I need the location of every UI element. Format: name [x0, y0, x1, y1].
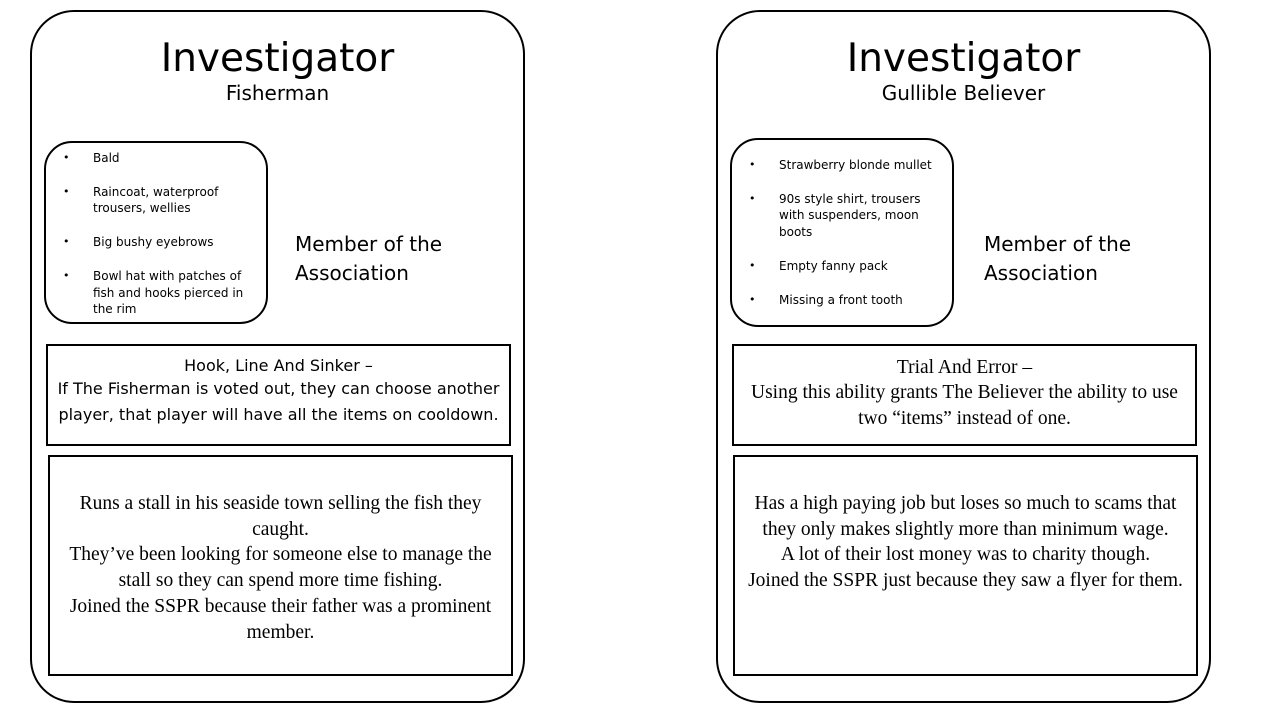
card-role: Fisherman: [225, 81, 330, 105]
affiliation-line: Member of the: [295, 232, 443, 256]
traits-list: [732, 140, 952, 308]
backstory-line: Joined the SSPR because their father was a prominent member.: [69, 595, 492, 643]
backstory-line: A lot of their lost money was to charity though.: [780, 544, 1151, 566]
trait-item: • Strawberry blonde mullet: [732, 157, 952, 174]
character-card-fisherman: [30, 10, 525, 703]
affiliation: [295, 230, 442, 288]
affiliation-line: Association: [984, 261, 1098, 285]
character-card-gullible-believer: [716, 10, 1211, 703]
backstory-line: They’ve been looking for someone else to manage the stall so they can spend more time fishing.: [69, 544, 492, 592]
card-title: Investigator: [160, 36, 395, 81]
traits-list: [46, 143, 266, 318]
trait-item: • Bald: [46, 150, 266, 167]
affiliation-line: Association: [295, 261, 409, 285]
affiliation: [984, 230, 1131, 288]
traits-box: [730, 138, 954, 327]
backstory-line: Has a high paying job but loses so much to scams that they only makes slightly more than minimum wage.: [754, 493, 1177, 540]
traits-box: [44, 141, 268, 324]
card-title: Investigator: [846, 36, 1081, 81]
affiliation-line: Member of the: [984, 232, 1132, 256]
ability-box: [46, 344, 511, 446]
backstory-line: Runs a stall in his seaside town selling the fish they caught.: [79, 493, 482, 540]
trait-item: • Empty fanny pack: [732, 258, 952, 275]
ability-name: Hook, Line And Sinker –: [184, 356, 373, 375]
trait-item: • Raincoat, waterproof trousers, wellies: [46, 184, 266, 217]
trait-item: • Missing a front tooth: [732, 292, 952, 309]
trait-item: • Bowl hat with patches of fish and hooks pierced in the rim: [46, 268, 266, 318]
ability-name: Trial And Error –: [896, 357, 1033, 378]
trait-item: • Big bushy eyebrows: [46, 234, 266, 251]
ability-description: If The Fisherman is voted out, they can choose another player, that player will have all the items on cooldown.: [57, 379, 500, 424]
backstory-line: Joined the SSPR just because they saw a flyer for them.: [748, 570, 1183, 592]
ability-description: Using this ability grants The Believer the ability to use two “items” instead of one.: [751, 382, 1178, 429]
backstory-box: [48, 455, 513, 676]
trait-item: • 90s style shirt, trousers with suspenders, moon boots: [732, 191, 952, 241]
ability-box: [732, 344, 1197, 446]
backstory-box: [733, 455, 1198, 676]
card-role: Gullible Believer: [881, 81, 1046, 105]
